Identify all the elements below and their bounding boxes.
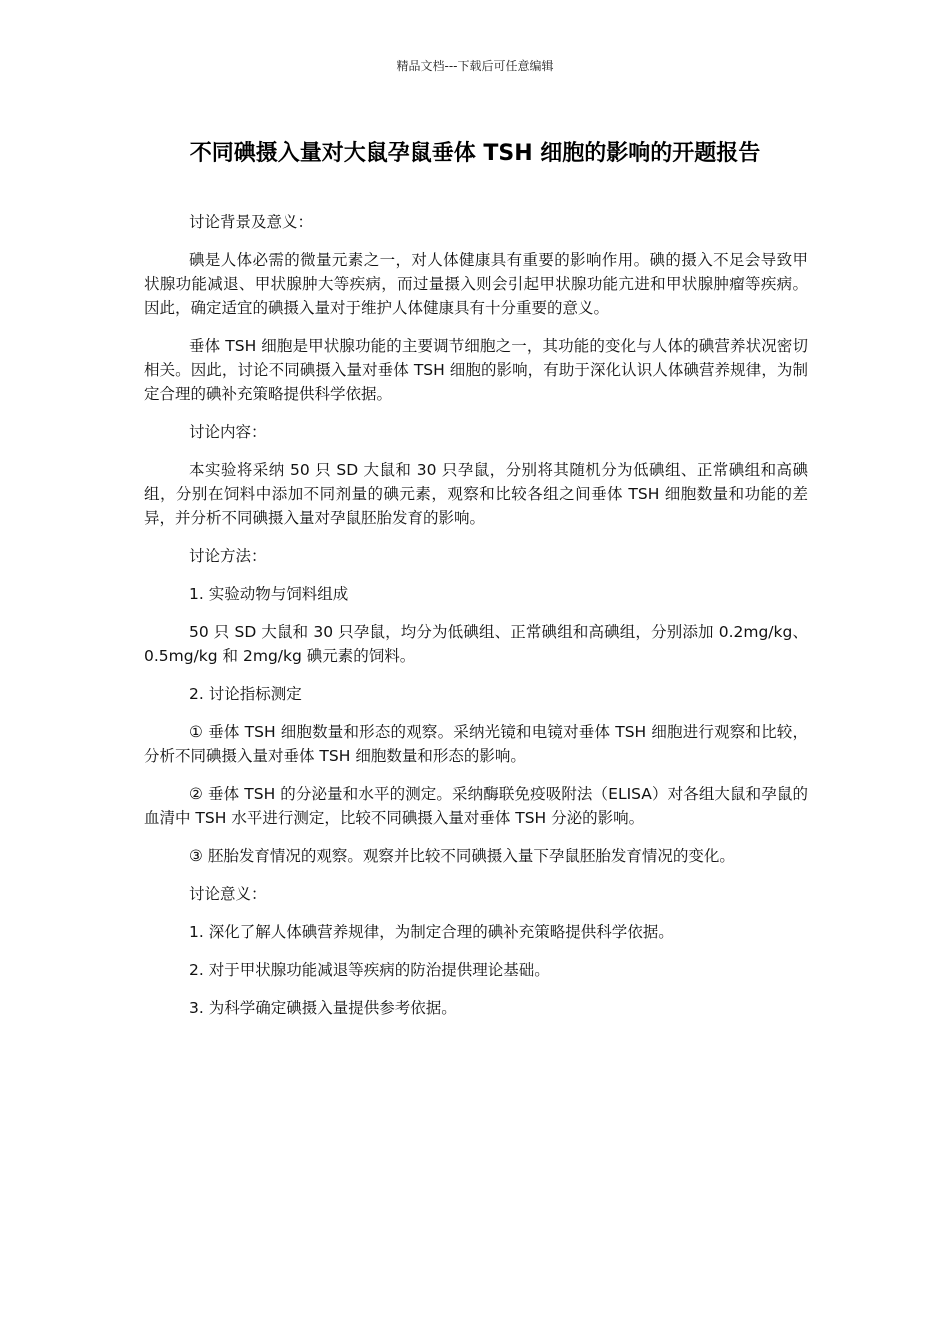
method-item-2-heading: 2. 讨论指标测定 [189,685,302,703]
page-title: 不同碘摄入量对大鼠孕鼠垂体 TSH 细胞的影响的开题报告 [189,141,761,166]
method-item-2-sub-2: ② 垂体 TSH 的分泌量和水平的测定。采纳酶联免疫吸附法（ELISA）对各组大鼠和孕鼠的血清中 TSH 水平进行测定，比较不同碘摄入量对垂体 TSH 分泌的影响。 [144,785,808,827]
section-heading-background: 讨论背景及意义： [189,213,314,231]
section-heading-significance: 讨论意义： [189,885,267,903]
section-heading-methods: 讨论方法： [189,547,267,565]
document-body [144,210,808,1034]
method-item-2-sub-1: ① 垂体 TSH 细胞数量和形态的观察。采纳光镜和电镜对垂体 TSH 细胞进行观察和比较，分析不同碘摄入量对垂体 TSH 细胞数量和形态的影响。 [144,723,808,765]
paragraph-experiment-design: 本实验将采纳 50 只 SD 大鼠和 30 只孕鼠，分别将其随机分为低碘组、正常碘组和高碘组，分别在饲料中添加不同剂量的碘元素，观察和比较各组之间垂体 TSH 细胞数量和功能的差异，并分析不同碘摄入量对孕鼠胚胎发育的影响。 [144,461,808,527]
header-note: 精品文档---下载后可任意编辑 [396,59,554,73]
method-item-1-heading: 1. 实验动物与饲料组成 [189,585,349,603]
significance-item-1: 1. 深化了解人体碘营养规律，为制定合理的碘补充策略提供科学依据。 [189,923,674,941]
method-item-1-text: 50 只 SD 大鼠和 30 只孕鼠，均分为低碘组、正常碘组和高碘组，分别添加 0.2mg/kg、0.5mg/kg 和 2mg/kg 碘元素的饲料。 [144,623,808,665]
paragraph-tsh-cells: 垂体 TSH 细胞是甲状腺功能的主要调节细胞之一，其功能的变化与人体的碘营养状况密切相关。因此，讨论不同碘摄入量对垂体 TSH 细胞的影响，有助于深化认识人体碘营养规律，为制定合理的碘补充策略提供科学依据。 [144,337,808,403]
significance-item-2: 2. 对于甲状腺功能减退等疾病的防治提供理论基础。 [189,961,550,979]
method-item-2-sub-3: ③ 胚胎发育情况的观察。观察并比较不同碘摄入量下孕鼠胚胎发育情况的变化。 [189,847,735,865]
paragraph-iodine-importance: 碘是人体必需的微量元素之一，对人体健康具有重要的影响作用。碘的摄入不足会导致甲状腺功能减退、甲状腺肿大等疾病，而过量摄入则会引起甲状腺功能亢进和甲状腺肿瘤等疾病。因此，确定适宜的碘摄入量对于维护人体健康具有十分重要的意义。 [144,251,808,317]
significance-item-3: 3. 为科学确定碘摄入量提供参考依据。 [189,999,457,1017]
section-heading-content: 讨论内容： [189,423,267,441]
